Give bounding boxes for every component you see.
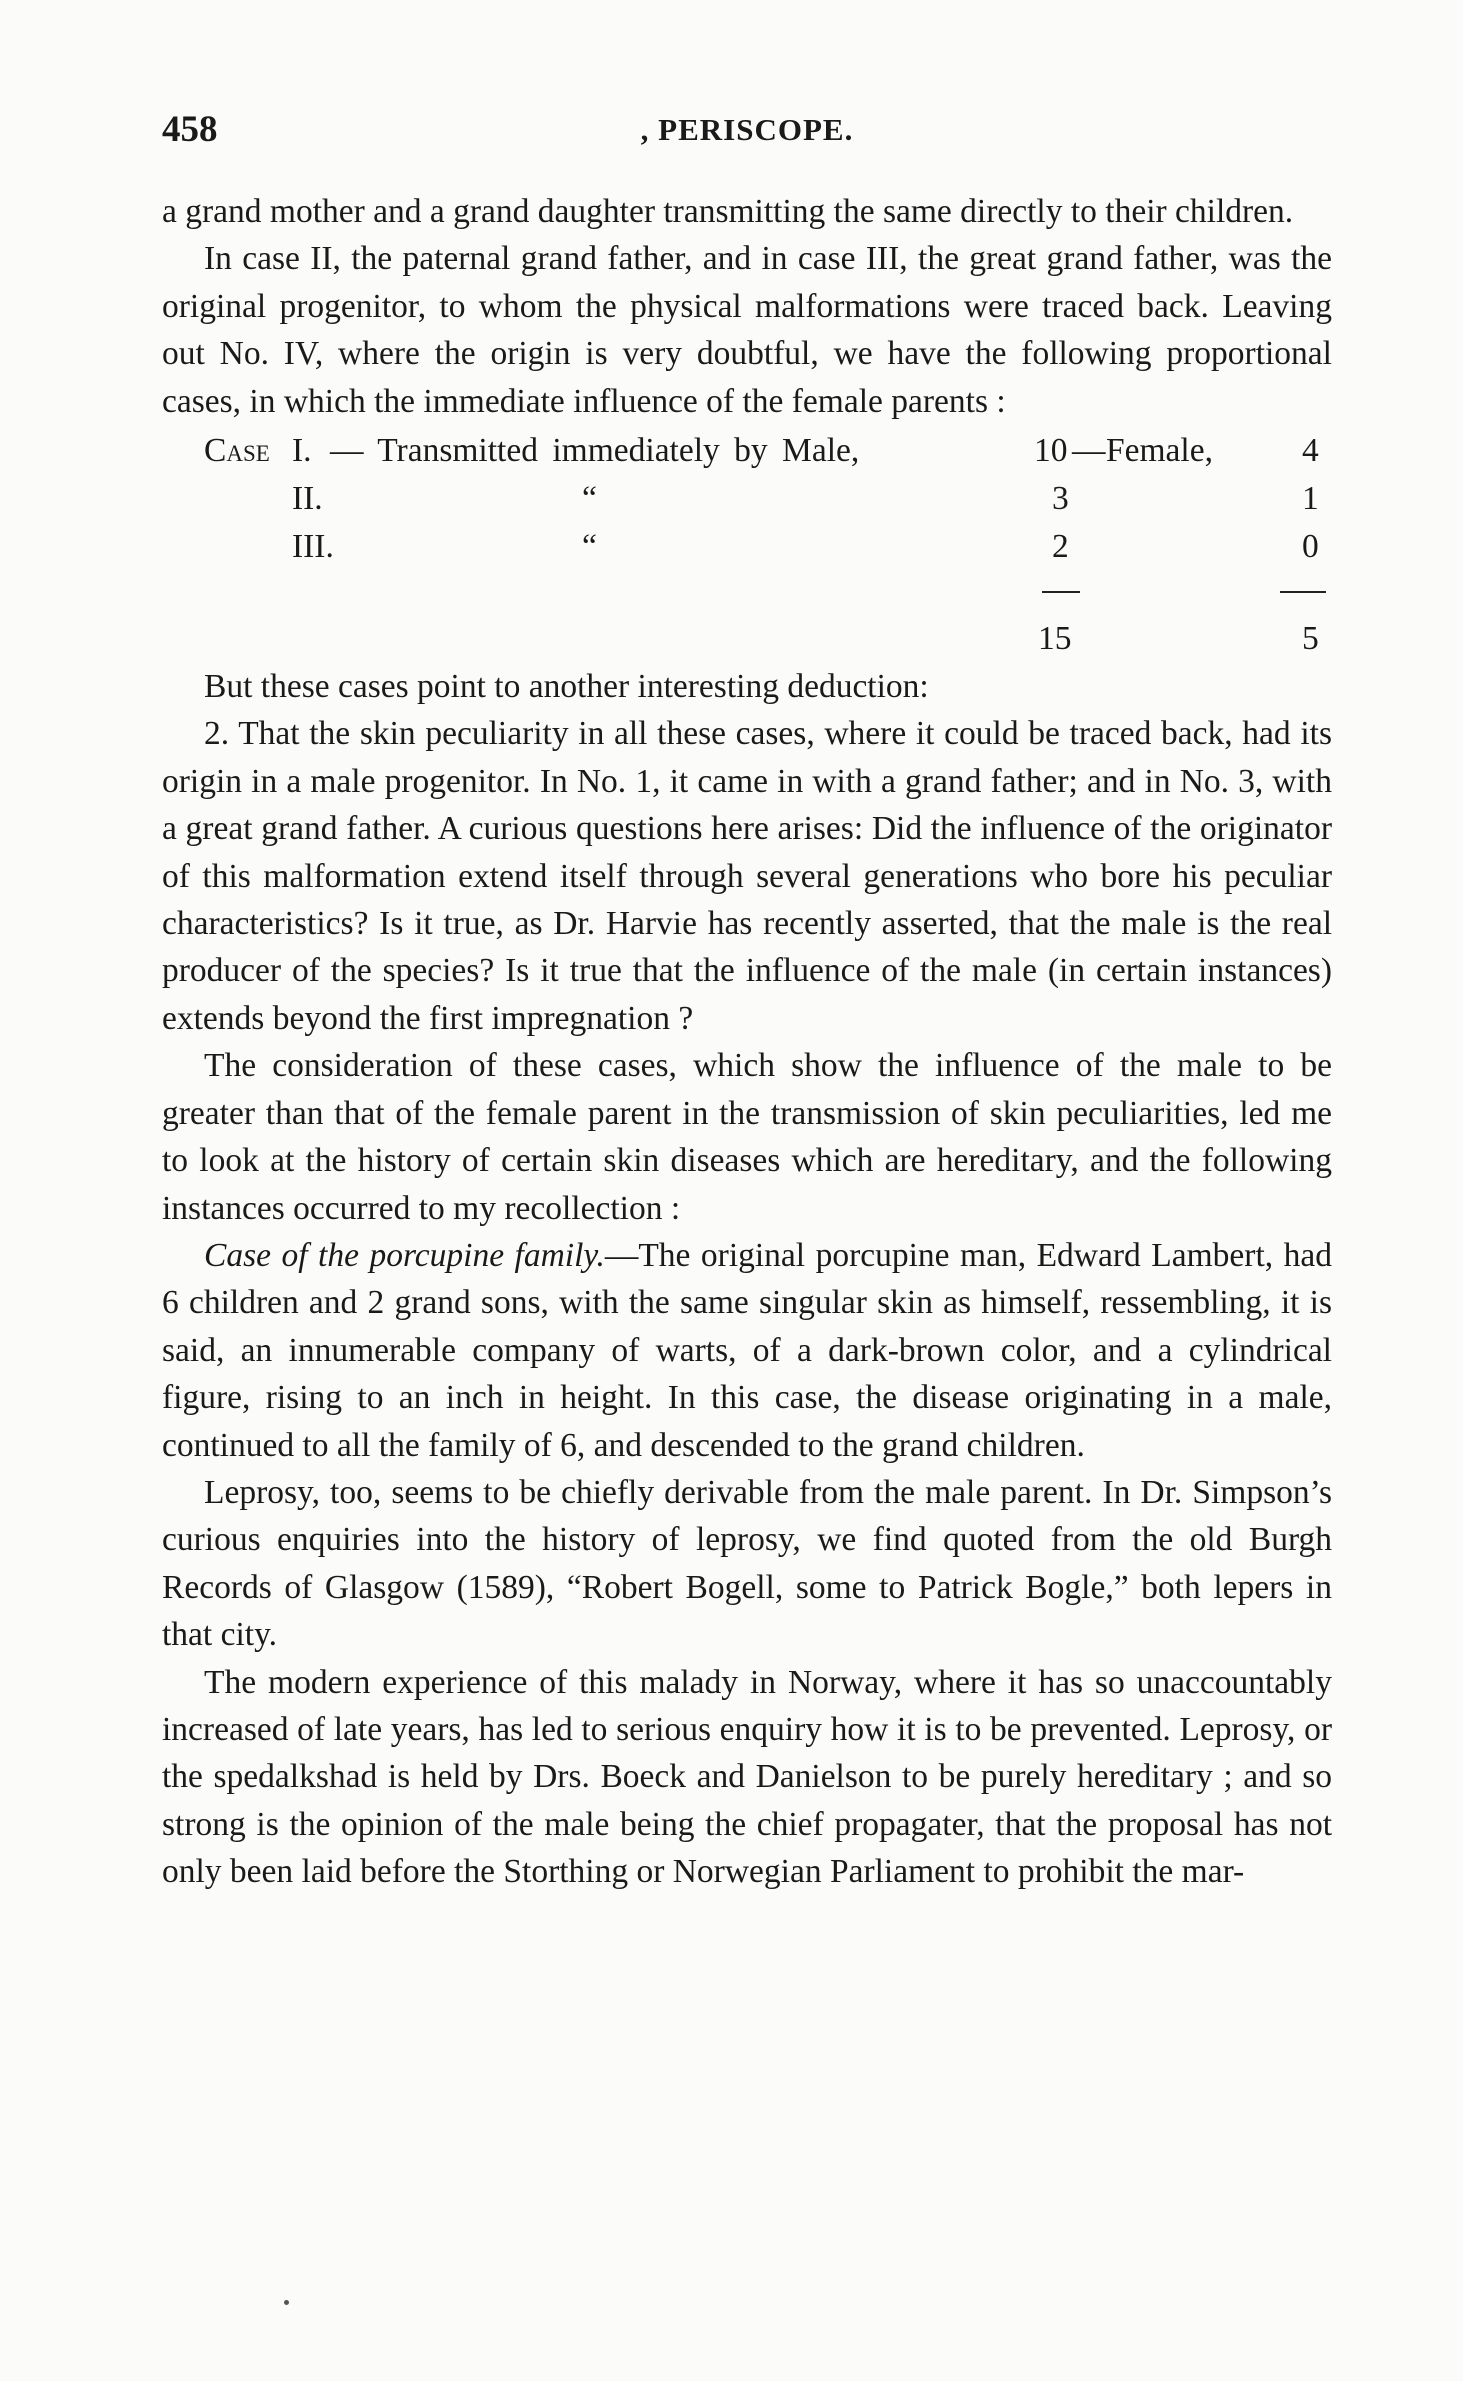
female-total: 5: [1302, 620, 1319, 658]
table-row: [162, 523, 1332, 570]
case-title: Case of the porcupine family.: [204, 1236, 605, 1274]
paragraph: Leprosy, too, seems to be chiefly derivable from the male parent. In Dr. Simpson’s curious enquiries into the history of leprosy, we find quoted from the old Burgh Records of Glasgow (1589), “Robert Bogell, some to Patrick Bogle,” both lepers in that city.: [162, 1473, 1332, 1654]
running-title: [162, 112, 1332, 148]
paragraph: The modern experience of this malady in Norway, where it has so unaccountably increased of late years, has led to serious enquiry how it is to be prevented. Leprosy, or the spedalkshad is held by Drs. Boeck and Danielson to be purely hereditary ; and so strong is the opinion of the male being the chief propagater, that the proposal has not only been laid before the Storthing or Norwegian Parliament to prohibit the mar-: [162, 1663, 1332, 1891]
ornament: ,: [640, 112, 650, 147]
sum-rule: [1042, 591, 1080, 593]
case-number: II.: [292, 480, 323, 518]
ditto-mark: “: [582, 528, 597, 566]
paragraph: [162, 1232, 1332, 1469]
paragraph: The consideration of these cases, which show the influence of the male to be greater than that of the female parent in the transmission of skin peculiarities, led me to look at the history of certain skin diseases which are hereditary, and the following instances occurred to my recollection :: [162, 1047, 1332, 1227]
running-title-text: PERISCOPE.: [658, 112, 854, 147]
male-count: 3: [1052, 480, 1069, 518]
table-row: [162, 475, 1332, 522]
body-text: [162, 188, 1332, 1896]
paragraph: a grand mother and a grand daughter transmitting the same directly to their children.: [162, 193, 1294, 230]
table-total-row: [162, 615, 1332, 662]
ink-speck: [284, 2300, 289, 2305]
male-count: 10: [1034, 432, 1068, 470]
female-count: 4: [1302, 432, 1319, 470]
separator: —: [1072, 432, 1106, 470]
ditto-mark: “: [582, 480, 597, 518]
case-description: — Transmitted immediately by Male,: [330, 432, 860, 470]
case-number: I.: [292, 432, 312, 470]
sum-rule: [1280, 591, 1326, 593]
paragraph: In case II, the paternal grand father, and in case III, the great grand father, was the original progenitor, to whom the physical malformations were traced back. Leaving out No. IV, where the origin is very doubtful, we have the following proportional cases, in which the immediate influence of the female parents :: [162, 240, 1332, 420]
case-label: Case: [204, 432, 270, 470]
female-label: Female,: [1106, 432, 1213, 470]
male-total: 15: [1038, 620, 1072, 658]
female-count: 0: [1302, 528, 1319, 566]
case-number: III.: [292, 528, 334, 566]
page-number: 458: [162, 109, 218, 150]
table-row: [162, 427, 1332, 474]
paragraph-text: —The original porcupine man, Edward Lambert, had 6 children and 2 grand sons, with the same singular skin as himself, ressembling, it is said, an innumerable company of warts, of a dark-brown color, and a cylindrical figure, rising to an inch in height. In this case, the disease originating in a male, continued to all the family of 6, and descended to the grand children.: [162, 1236, 1332, 1464]
male-count: 2: [1052, 528, 1069, 566]
paragraph: 2. That the skin peculiarity in all these cases, where it could be traced back, had its origin in a male progenitor. In No. 1, it came in with a grand father; and in No. 3, with a great grand father. A curious questions here arises: Did the influence of the originator of this malformation extend itself through several generations who bore his peculiar characteristics? Is it true, as Dr. Harvie has recently asserted, that the male is the real producer of the species? Is it true that the influence of the male (in certain instances) extends beyond the first impregnation ?: [162, 715, 1332, 1037]
page-header: [162, 108, 1332, 158]
paragraph: But these cases point to another interesting deduction:: [204, 668, 929, 706]
proportion-table: [162, 425, 1332, 663]
female-count: 1: [1302, 480, 1319, 518]
